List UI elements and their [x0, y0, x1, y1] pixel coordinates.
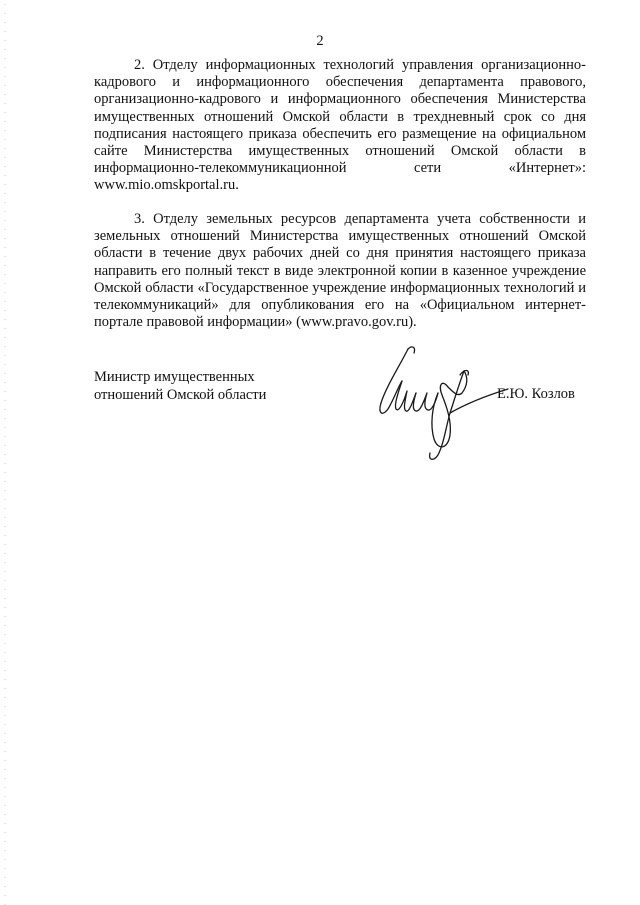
signatory-title-line-1: Министр имущественных [94, 369, 255, 385]
signer-name: Е.Ю. Козлов [497, 386, 575, 402]
signatory-title [94, 369, 266, 404]
handwritten-signature-icon [372, 335, 512, 465]
paragraph-item-3: 3. Отделу земельных ресурсов департамента учета собственности и земельных отношений Министерства имущественных отношений Омской области в течение двух рабочих дней со дня принятия настоящего приказа направить его полный текст в виде электронной копии в казенное учреждение Омской области «Государственное учреждение информационных технологий и телекоммуникаций» для опубликования его на «Официальном интернет-портале правовой информации» (www.pravo.gov.ru). [94, 211, 586, 331]
page-number: 2 [316, 33, 324, 49]
scan-edge-artifact [4, 0, 6, 905]
signatory-title-line-2: отношений Омской области [94, 386, 267, 403]
paragraph-item-2: 2. Отделу информационных технологий управления организационно-кадрового и информационного обеспечения департамента правового, организационно-кадрового и информационного обеспечения Министерства имущественных отношений Омской области в трехдневный срок со дня подписания настоящего приказа обеспечить его размещение на официальном сайте Министерства имущественных отношений Омской области в информационно-телекоммуникационной сети «Интернет»: www.mio.omskportal.ru. [94, 57, 586, 194]
